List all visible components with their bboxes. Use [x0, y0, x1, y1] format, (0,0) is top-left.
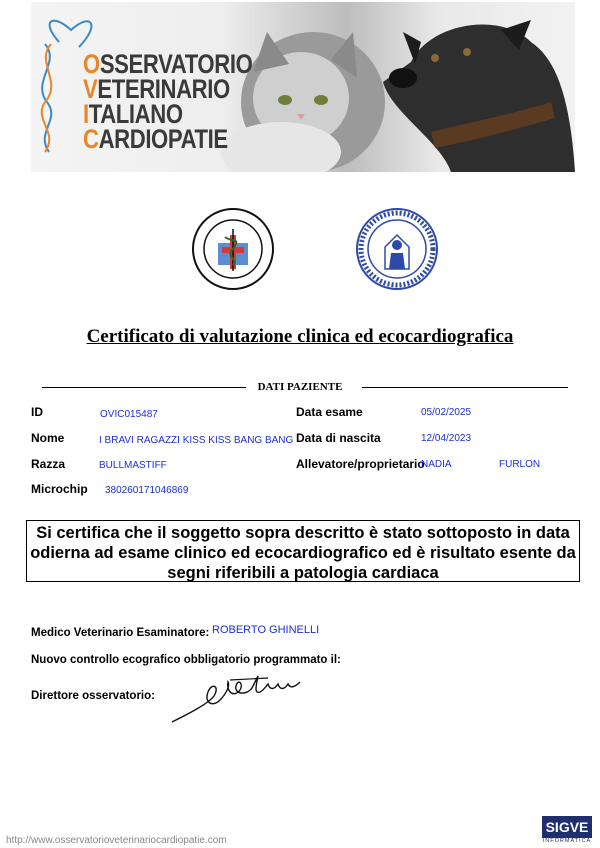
director-signature: [168, 668, 308, 728]
birth-date-value: 12/04/2023: [421, 433, 472, 444]
name-label: Nome: [31, 431, 65, 445]
breeder-label: Allevatore/proprietario: [296, 457, 425, 471]
section-label: DATI PAZIENTE: [257, 381, 343, 393]
director-label: Direttore osservatorio:: [31, 690, 155, 702]
sigve-logo: SIGVE: [542, 816, 592, 838]
exam-date-value: 05/02/2025: [421, 407, 472, 418]
logo-line-3: ITALIANO: [83, 99, 183, 129]
examiner-value: ROBERTO GHINELLI: [212, 624, 320, 636]
statement-line-2: odierna ad esame clinico ed ecocardiografico ed è risultato esente da: [30, 544, 576, 562]
section-divider-right: [362, 387, 568, 388]
breeder-first-name: NADIA: [421, 459, 452, 470]
logo-line-1: OSSERVATORIO: [83, 49, 253, 79]
breeder-last-name: FURLON: [499, 459, 541, 470]
certification-statement-box: [26, 520, 580, 582]
id-value: OVIC015487: [100, 409, 158, 420]
logo-line-4: CARDIOPATIE: [83, 124, 228, 154]
breed-label: Razza: [31, 457, 66, 471]
examiner-label: Medico Veterinario Esaminatore:: [31, 627, 210, 639]
certification-statement: [27, 521, 579, 583]
birth-date-label: Data di nascita: [296, 431, 381, 445]
certificate-title: Certificato di valutazione clinica ed ecocardiografica: [86, 326, 514, 347]
followup-label: Nuovo controllo ecografico obbligatorio programmato il:: [31, 654, 341, 666]
header-banner: [31, 2, 575, 172]
name-value: I BRAVI RAGAZZI KISS KISS BANG BANG: [99, 435, 294, 446]
microchip-value: 380260171046869: [105, 485, 189, 496]
id-label: ID: [31, 405, 43, 419]
logo-line-2: VETERINARIO: [83, 74, 230, 104]
exam-date-label: Data esame: [296, 405, 363, 419]
university-perugia-seal: [191, 207, 275, 291]
microchip-label: Microchip: [31, 482, 88, 496]
statement-line-3: segni riferibili a patologia cardiaca: [167, 564, 439, 582]
breed-value: BULLMASTIFF: [99, 460, 167, 471]
sigve-logo-subtitle: INFORMATICA: [542, 838, 592, 844]
footer-website-link[interactable]: http://www.osservatorioveterinariocardiopatie.com: [6, 835, 227, 846]
federico-ii-seal: [355, 207, 439, 291]
observatory-logo-text: [83, 49, 253, 154]
dog-illustration: [383, 20, 575, 172]
heart-outline-icon: [50, 21, 92, 47]
statement-line-1: Si certifica che il soggetto sopra descritto è stato sottoposto in data: [36, 524, 570, 542]
